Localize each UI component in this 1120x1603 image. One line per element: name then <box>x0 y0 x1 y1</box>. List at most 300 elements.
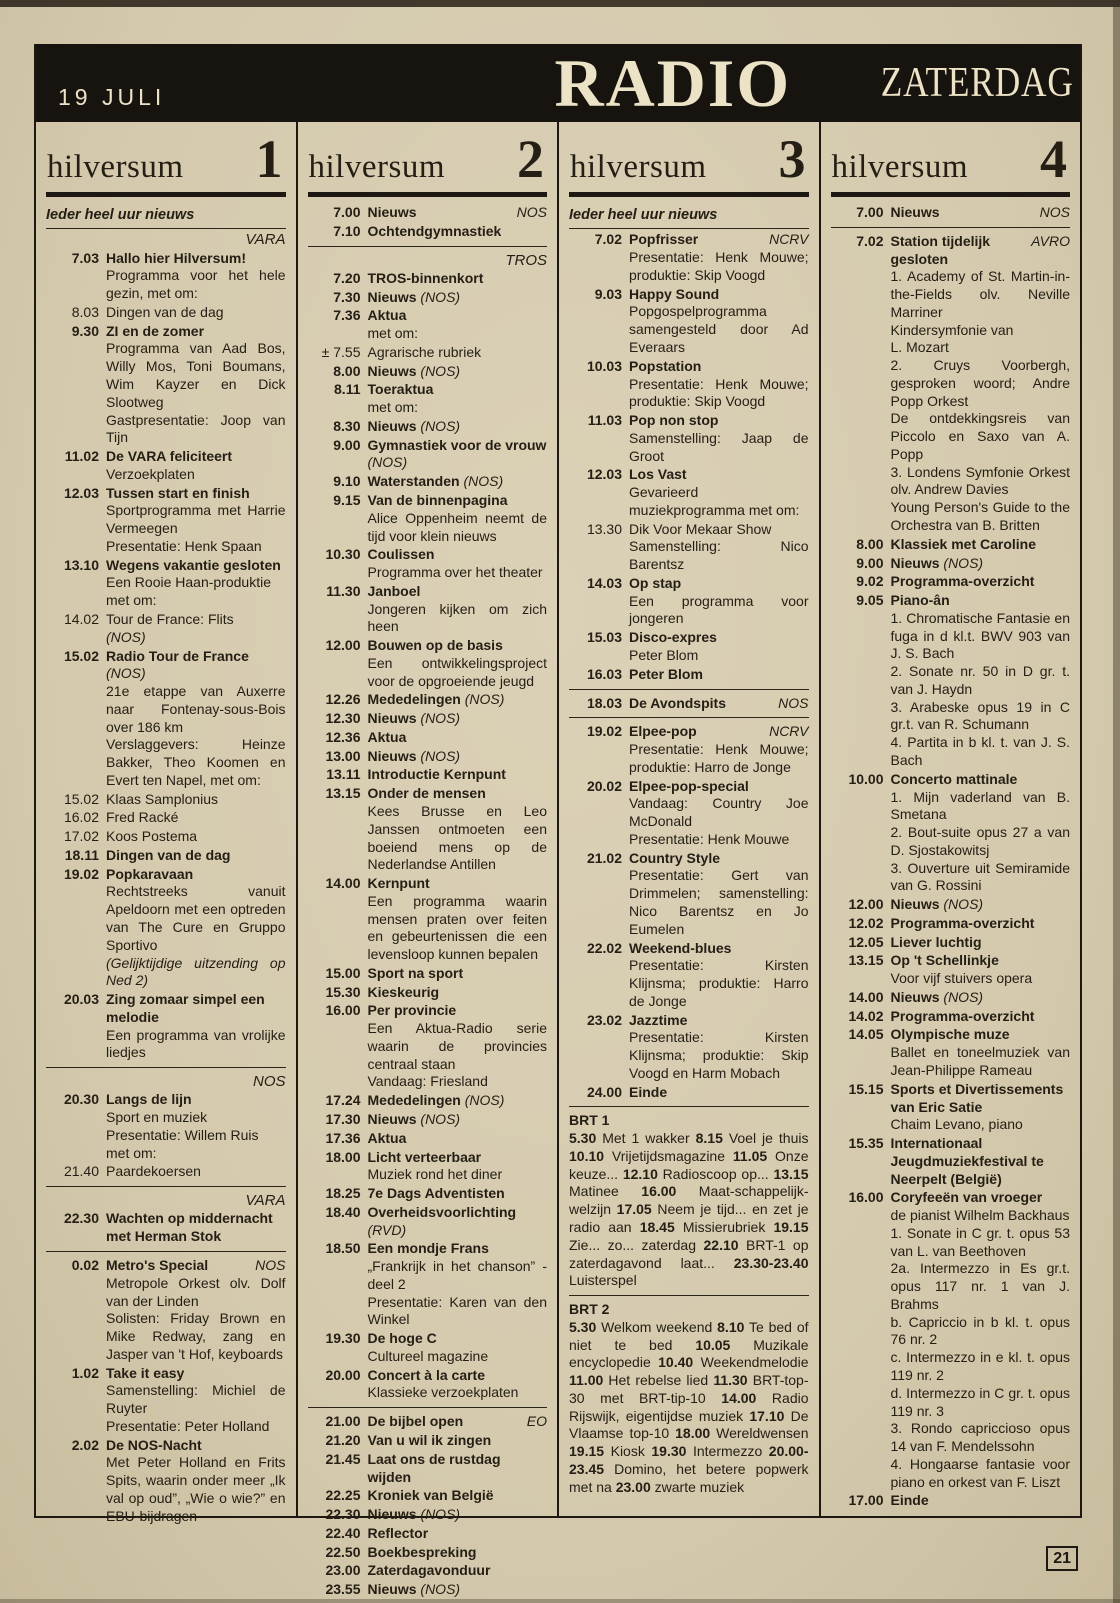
program-content <box>368 583 548 636</box>
program-description: Programma voor het hele gezin, met om: <box>106 267 286 302</box>
program-title: Popfrisser <box>629 231 699 248</box>
program-entry <box>308 1544 548 1562</box>
program-content <box>106 809 286 827</box>
program-description: 1. Sonate in C gr. t. opus 53 van L. van Beethoven <box>890 1224 1070 1259</box>
program-suffix: (NOS) <box>420 288 461 305</box>
program-content <box>106 1437 286 1526</box>
block-time: 22.10 <box>703 1236 739 1253</box>
program-entry <box>308 492 548 545</box>
program-title: Sports et Divertissements van Eric Satie <box>890 1080 1064 1115</box>
program-title: Op 't Schellinkje <box>890 952 999 969</box>
block-time: 17.05 <box>616 1201 652 1218</box>
program-entry <box>308 418 548 436</box>
program-entry <box>308 583 548 636</box>
program-title: Los Vast <box>629 466 687 483</box>
program-title: Klassiek met Caroline <box>890 535 1037 552</box>
block-time: 11.05 <box>732 1147 768 1164</box>
program-description: Kindersymfonie van <box>890 321 1014 338</box>
block-time: 11.30 <box>713 1372 748 1389</box>
program-title: Elpee-pop <box>629 723 697 740</box>
program-entry <box>46 866 286 990</box>
news-note: Ieder heel uur nieuws <box>46 204 286 229</box>
program-description: Presentatie: Kirsten Klijnsma; produktie: Harro de Jonge <box>629 957 809 1009</box>
program-content <box>106 557 286 610</box>
program-time: 14.00 <box>325 875 361 892</box>
program-content <box>368 418 548 436</box>
program-entry <box>308 270 548 288</box>
block-time: 23.00 <box>615 1478 651 1495</box>
station-header <box>308 126 548 197</box>
program-title: Introductie Kernpunt <box>367 766 506 783</box>
program-time: 17.30 <box>325 1111 361 1127</box>
program-content <box>368 1487 548 1505</box>
program-title: Mededelingen <box>367 1092 461 1109</box>
program-time: 9.00 <box>856 554 884 571</box>
station-name: hilversum <box>308 149 445 185</box>
program-content <box>106 1257 286 1364</box>
program-description: Gevarieerd muziekprogramma met om: <box>629 484 800 518</box>
program-description: Sportprogramma met Harrie Vermeegen <box>106 502 286 537</box>
program-entry <box>569 466 809 519</box>
program-time: 17.24 <box>325 1092 361 1109</box>
program-content <box>891 934 1071 952</box>
program-title: Agrarische rubriek <box>367 343 482 360</box>
program-time: 16.00 <box>325 1002 361 1019</box>
block-time: 13.15 <box>773 1165 809 1182</box>
block-time: 5.30 <box>569 1130 597 1147</box>
program-entry <box>308 710 548 728</box>
program-time: 17.36 <box>325 1129 361 1146</box>
block-time: 10.40 <box>658 1354 694 1371</box>
program-title: Zing zomaar simpel een melodie <box>106 991 265 1025</box>
program-entry <box>308 1149 548 1185</box>
program-content <box>629 695 809 713</box>
program-description: Verslaggevers: Heinze Bakker, Theo Koomen en Evert ten Napel, met om: <box>106 736 286 788</box>
program-content <box>106 847 286 865</box>
program-description: Een Rooie Haan-produktie <box>106 574 271 591</box>
program-title: Nieuws <box>367 1111 417 1127</box>
program-entry <box>831 233 1071 535</box>
program-title: Toeraktua <box>367 381 434 398</box>
program-description: 2a. Intermezzo in Es gr.t. opus 117 nr. 1 van J. Brahms <box>890 1260 1070 1312</box>
program-content <box>891 592 1071 770</box>
program-time: 18.03 <box>586 694 622 711</box>
program-title: Nieuws <box>890 988 940 1005</box>
program-suffix: (NOS) <box>420 1111 461 1127</box>
program-content <box>368 437 548 473</box>
program-title: Country Style <box>629 849 721 866</box>
program-title: Programma-overzicht <box>890 573 1035 590</box>
program-title: Elpee-pop-special <box>629 777 749 794</box>
broadcaster-label: VARA <box>245 231 286 249</box>
program-entry <box>831 952 1071 988</box>
program-content <box>629 466 809 519</box>
program-title: Coulissen <box>367 546 435 563</box>
program-time: 13.11 <box>326 766 361 783</box>
program-content <box>106 250 286 303</box>
program-entry <box>831 1008 1071 1026</box>
program-time: 24.00 <box>586 1083 622 1100</box>
program-content <box>629 723 809 776</box>
program-time: 8.00 <box>856 535 884 552</box>
program-description: (NOS) <box>106 628 146 645</box>
program-content <box>891 1081 1071 1134</box>
program-time: 12.00 <box>325 637 361 654</box>
program-entry <box>308 289 548 307</box>
program-description: 2. Cruys Voorbergh, gesproken woord; Andre Popp Orkest <box>890 357 1070 409</box>
program-description: Presentatie: Karen van den Winkel <box>367 1293 547 1328</box>
program-description: met om: <box>367 325 419 342</box>
program-title: Internationaal Jeugdmuziekfestival te Neerpelt (België) <box>890 1135 1044 1187</box>
program-title: Kieskeurig <box>367 983 440 1000</box>
program-content <box>368 984 548 1002</box>
program-description: Programma over het theater <box>367 564 543 581</box>
program-content <box>368 1240 548 1329</box>
program-content <box>106 648 286 790</box>
program-content <box>106 866 286 990</box>
program-time: 7.03 <box>71 249 99 266</box>
program-content <box>368 307 548 343</box>
program-time: 10.00 <box>848 770 884 787</box>
program-time: 14.02 <box>848 1007 884 1024</box>
program-time: 13.00 <box>325 747 361 764</box>
program-content <box>368 748 548 766</box>
program-entry <box>46 304 286 322</box>
program-description: 1. Mijn vaderland van B. Smetana <box>890 788 1070 823</box>
program-content <box>106 791 286 809</box>
program-time: 18.25 <box>325 1185 361 1202</box>
program-description: Presentatie: Henk Mouwe; produktie: Skip Voogd <box>629 375 809 410</box>
program-title: Op stap <box>629 574 682 591</box>
program-description: „Frankrijk in het chanson” - deel 2 <box>367 1258 547 1292</box>
program-content <box>629 231 809 284</box>
program-description: Presentatie: Henk Spaan <box>106 537 262 554</box>
program-entry <box>46 828 286 846</box>
program-entry <box>831 573 1071 591</box>
program-title: Klaas Samplonius <box>106 790 219 807</box>
broadcaster-label: NOS <box>255 1256 286 1273</box>
station-listings <box>308 204 548 1599</box>
date-label: 19 JULI <box>58 84 166 110</box>
program-title: Dingen van de dag <box>106 846 231 863</box>
program-title: Aktua <box>367 728 407 745</box>
program-time: 7.10 <box>333 222 361 239</box>
program-entry <box>569 412 809 465</box>
program-entry <box>308 1562 548 1580</box>
program-time: 19.30 <box>325 1330 361 1347</box>
program-suffix: (NOS) <box>420 1506 461 1523</box>
program-content <box>891 573 1071 591</box>
program-description: 1. Academy of St. Martin-in-the-Fields olv. Neville Marriner <box>890 268 1070 320</box>
page-number: 21 <box>1046 1546 1078 1571</box>
program-content <box>368 473 548 491</box>
block-time: 19.15 <box>773 1218 809 1235</box>
program-description: de pianist Wilhelm Backhaus <box>890 1207 1070 1224</box>
program-content <box>106 485 286 556</box>
program-entry <box>831 1081 1071 1134</box>
program-time: 20.02 <box>586 777 622 794</box>
program-entry <box>569 1012 809 1083</box>
program-time: 22.50 <box>325 1543 361 1560</box>
program-title: Mededelingen <box>367 691 461 708</box>
program-description: (Gelijktijdige uitzending op Ned 2) <box>106 954 286 989</box>
program-content <box>106 1365 286 1436</box>
program-content <box>629 666 809 684</box>
program-suffix: (NOS) <box>420 417 461 434</box>
scan-edge-right <box>1113 0 1120 1603</box>
brt-block: BRT 1 5.30 Met 1 wakker 8.15 Voel je thuis 10.10 Vrijetijdsmagazine 11.05 Onze keuze... 12.10 Radioscoop op... 13.15 Matinee 16.00 Maat-schappelijk-welzijn 17.05 Neem je tijd... en zet je radio aan 18.45 Missierubriek 19.15 Zie... zo... zaterdag 22.10 BRT-1 op zaterdagavond laat... 23.30-23.40 Luisterspel <box>569 1112 809 1289</box>
program-title: Weekend-blues <box>629 939 732 956</box>
program-description: Ballet en toneelmuziek van Jean-Philippe Rameau <box>890 1044 1070 1078</box>
program-content <box>629 521 809 574</box>
program-title: Langs de lijn <box>106 1091 192 1108</box>
program-entry <box>569 1084 809 1102</box>
program-content <box>368 1330 548 1366</box>
program-entry <box>308 1002 548 1091</box>
program-time: 8.00 <box>333 362 361 379</box>
program-entry <box>308 204 548 222</box>
program-time: 15.02 <box>63 647 99 664</box>
station-number: 2 <box>517 129 544 189</box>
listings-grid <box>36 122 1080 1598</box>
program-content <box>368 1544 548 1562</box>
program-description: Presentatie: Gert van Drimmelen; samenstelling: Nico Barentsz en Jo Eumelen <box>629 867 809 937</box>
program-description: 3. Arabeske opus 19 in C gr.t. van R. Schumann <box>890 698 1070 733</box>
program-content <box>368 637 548 690</box>
program-content <box>106 991 286 1062</box>
program-entry <box>308 1413 548 1431</box>
scan-edge-top <box>0 0 1120 7</box>
divider <box>569 689 809 690</box>
program-content <box>368 710 548 728</box>
program-content <box>368 492 548 545</box>
program-content <box>106 611 286 647</box>
program-title: Paardekoersen <box>106 1163 201 1180</box>
program-description: 21e etappe van Auxerre naar Fontenay-sous-Bois over 186 km <box>106 683 286 735</box>
program-title: Gymnastiek voor de vrouw <box>367 436 547 453</box>
program-entry <box>831 592 1071 770</box>
program-content <box>368 1506 548 1524</box>
program-entry <box>569 850 809 939</box>
program-description: Vandaag: Friesland <box>367 1073 488 1090</box>
program-suffix: (NOS) <box>367 454 408 471</box>
program-entry <box>46 648 286 790</box>
program-time: 17.02 <box>63 828 99 845</box>
program-time: 18.00 <box>325 1148 361 1165</box>
program-entry <box>569 778 809 849</box>
program-entry <box>308 875 548 964</box>
page-frame <box>34 44 1082 1598</box>
program-entry <box>308 381 548 417</box>
program-content <box>368 1002 548 1091</box>
program-description: met om: <box>106 1144 157 1161</box>
divider <box>569 1295 809 1296</box>
program-time: 14.05 <box>848 1026 884 1043</box>
program-content <box>368 363 548 381</box>
program-entry <box>308 1525 548 1543</box>
program-content <box>106 304 286 322</box>
program-entry <box>569 695 809 713</box>
program-time: 7.02 <box>856 232 884 249</box>
program-entry <box>308 748 548 766</box>
program-content <box>368 1367 548 1403</box>
program-content <box>368 344 548 362</box>
program-content <box>368 1581 548 1599</box>
program-time: 16.02 <box>63 809 99 826</box>
program-description: Een programma waarin mensen praten over feiten en gebeurtenissen die een levensloop kunnen bepalen <box>367 892 547 963</box>
program-time: 7.00 <box>856 204 884 220</box>
program-title: Van u wil ik zingen <box>367 1432 492 1449</box>
program-description: Verzoekplaten <box>106 465 195 482</box>
program-description: Solisten: Friday Brown en Mike Redway, zang en Jasper van 't Hof, keyboards <box>106 1310 286 1362</box>
program-title: Hallo hier Hilversum! <box>106 249 247 266</box>
program-time: 9.00 <box>333 436 361 453</box>
program-content <box>891 989 1071 1007</box>
program-entry <box>308 1506 548 1524</box>
program-description: b. Capriccio in b kl. t. opus 76 nr. 2 <box>890 1313 1070 1348</box>
program-title: Van de binnenpagina <box>367 491 508 508</box>
program-time: 13.15 <box>848 952 884 969</box>
program-time: 14.00 <box>848 988 884 1005</box>
program-entry <box>831 1189 1071 1491</box>
program-description: c. Intermezzo in e kl. t. opus 119 nr. 2 <box>890 1349 1070 1383</box>
program-time: 10.03 <box>586 357 622 374</box>
program-time: 1.02 <box>71 1364 99 1381</box>
program-time: 13.15 <box>325 785 361 802</box>
program-title: Einde <box>890 1492 929 1509</box>
program-title: Programma-overzicht <box>890 914 1035 931</box>
program-title: Zaterdagavonduur <box>367 1562 491 1579</box>
program-suffix: (NOS) <box>420 710 461 727</box>
program-entry <box>308 437 548 473</box>
program-description: Cultureel magazine <box>367 1347 489 1364</box>
broadcaster-label: TROS <box>505 251 547 269</box>
station-number: 4 <box>1040 129 1067 189</box>
program-entry <box>46 250 286 303</box>
broadcaster-label: NCRV <box>769 723 809 740</box>
program-title: Station tijdelijk gesloten <box>890 232 991 267</box>
divider <box>569 717 809 718</box>
program-description: Samenstelling: Nico Barentsz <box>629 538 809 573</box>
program-time: 12.30 <box>325 710 361 727</box>
program-description: Presentatie: Peter Holland <box>106 1417 270 1434</box>
program-content <box>368 729 548 747</box>
broadcaster-label: AVRO <box>1031 232 1070 249</box>
program-description: Jongeren kijken om zich heen <box>367 600 547 635</box>
program-time: 9.10 <box>333 473 361 490</box>
program-entry <box>46 1437 286 1526</box>
program-entry <box>569 286 809 357</box>
program-time: 9.15 <box>333 491 361 508</box>
program-suffix: (NOS) <box>943 988 984 1005</box>
program-title: Radio Tour de France <box>106 647 249 664</box>
program-title: Sport na sport <box>367 964 464 981</box>
program-entry <box>831 989 1071 1007</box>
program-time: 22.25 <box>325 1487 361 1504</box>
station-column-3 <box>557 122 819 1516</box>
program-description: Popgospelprogramma samengesteld door Ad Everaars <box>629 303 809 355</box>
block-time: 8.15 <box>695 1130 723 1147</box>
program-entry <box>308 344 548 362</box>
program-time: 15.30 <box>325 983 361 1000</box>
program-entry <box>46 791 286 809</box>
program-entry <box>308 729 548 747</box>
program-title: Tussen start en finish <box>106 484 250 501</box>
program-time: 12.05 <box>848 933 884 950</box>
program-description: Presentatie: Henk Mouwe; produktie: Harro de Jonge <box>629 741 809 775</box>
block-time: 18.00 <box>675 1425 711 1442</box>
program-content <box>368 223 548 241</box>
program-content <box>891 1135 1071 1188</box>
program-content <box>368 546 548 582</box>
broadcaster-label: EO <box>526 1413 547 1430</box>
program-content <box>106 1163 286 1181</box>
program-description: Klassieke verzoekplaten <box>367 1384 519 1401</box>
program-title: Popstation <box>629 357 702 374</box>
program-entry <box>308 1367 548 1403</box>
program-content <box>368 204 548 222</box>
program-time: 9.05 <box>856 592 884 609</box>
program-time: 11.30 <box>326 582 361 599</box>
program-title: De bijbel open <box>367 1413 464 1430</box>
block-time: 23.30-23.40 <box>733 1254 809 1271</box>
program-time: 15.35 <box>848 1135 884 1152</box>
block-time: 10.10 <box>569 1147 605 1164</box>
program-title: De NOS-Nacht <box>106 1436 202 1453</box>
program-content <box>891 1026 1071 1079</box>
program-title: Peter Blom <box>629 665 703 682</box>
program-time: 13.30 <box>586 520 622 537</box>
program-title: Onder de mensen <box>367 785 486 802</box>
program-title: Nieuws <box>367 710 417 727</box>
program-title: Fred Racké <box>106 809 179 826</box>
program-title: De Avondspits <box>629 694 726 711</box>
program-title: Tour de France: Flits <box>106 610 234 627</box>
program-entry <box>569 575 809 628</box>
program-entry <box>46 991 286 1062</box>
program-title: Pop non stop <box>629 412 719 429</box>
program-time: 18.11 <box>64 846 99 863</box>
program-suffix: (NOS) <box>464 1092 505 1109</box>
program-description: 3. Londens Symfonie Orkest olv. Andrew Davies <box>890 463 1070 498</box>
program-title: Concert à la carte <box>367 1366 485 1383</box>
block-time: 16.00 <box>641 1183 677 1200</box>
program-description: Chaim Levano, piano <box>890 1116 1023 1133</box>
program-time: 23.02 <box>586 1011 622 1028</box>
brt-block: BRT 2 5.30 Welkom weekend 8.10 Te bed of niet te bed 10.05 Muzikale encyclopedie 10.40 Weekendmelodie 11.00 Het rebelse lied 11.30 BRT-top-30 met BRT-tip-10 14.00 Radio Rijswijk, eigentijdse muziek 17.10 De Vlaamse top-10 18.00 Wereldwensen 19.15 Kiosk 19.30 Intermezzo 20.00-23.45 Domino, het betere popwerk met na 23.00 zwarte muziek <box>569 1301 809 1495</box>
program-time: 14.03 <box>586 574 622 591</box>
program-time: 19.02 <box>586 723 622 740</box>
program-content <box>106 1091 286 1162</box>
program-content <box>891 771 1071 895</box>
program-description: Presentatie: Henk Mouwe <box>629 830 790 847</box>
program-entry <box>831 1135 1071 1188</box>
divider <box>831 227 1071 228</box>
block-time: 18.45 <box>639 1218 675 1235</box>
program-title: Take it easy <box>106 1364 185 1381</box>
program-content <box>891 1189 1071 1491</box>
program-content <box>891 896 1071 914</box>
program-entry <box>46 323 286 447</box>
station-column-4 <box>819 122 1081 1516</box>
program-content <box>368 766 548 784</box>
brt-title: BRT 1 <box>569 1112 610 1129</box>
program-title: Wegens vakantie gesloten <box>106 556 281 573</box>
program-time: 14.02 <box>63 610 99 627</box>
program-entry <box>831 934 1071 952</box>
block-time: 12.10 <box>622 1165 658 1182</box>
program-time: 20.03 <box>63 991 99 1008</box>
